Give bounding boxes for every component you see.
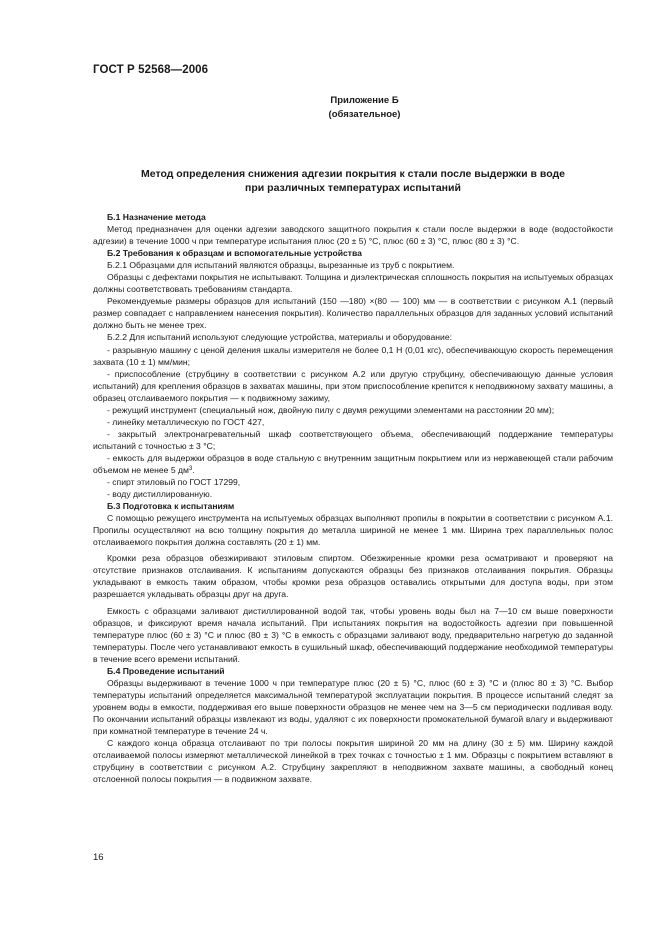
document-title [93,167,613,195]
paragraph: Кромки реза образцов обезжиривают этиловым спиртом. Обезжиренные кромки реза осматривают и проверяют на отсутствие признаков отслаивания. К испытаниям допускаются образцы без признаков отслаивания покрытия. Образцы укладывают в емкость таким образом, чтобы кромки реза образцов оставались открытыми для доступа воды, при этом разрешается укладывать образцы друг на друга. [93,553,613,600]
paragraph: Б.2.2 Для испытаний используют следующие устройства, материалы и оборудование: [107,332,452,343]
appendix-block [0,94,661,122]
title-line-1: Метод определения снижения адгезии покрытия к стали после выдержки в воде [141,168,565,180]
list-item: - линейку металлическую по ГОСТ 427, [107,416,265,427]
standard-header: ГОСТ Р 52568—2006 [93,64,209,76]
section-heading-b2: Б.2 Требования к образцам и вспомогательные устройства [107,248,362,259]
list-item [93,452,613,476]
list-item: - закрытый электронагревательный шкаф соответствующего объема, обеспечивающий поддержание температуры испытаний с точностью ± 3 °С; [93,428,613,451]
list-item: - приспособление (струбцину в соответствии с рисунком А.2 или другую струбцину, обеспечивающую данные условия испытаний) для крепления образцов в захватах машины, при этом приспособление крепится к неподвижному захвату машины, а образец отслаиваемого покрытия — к подвижному зажиму, [93,368,613,403]
paragraph: С помощью режущего инструмента на испытуемых образцах выполняют пропилы в покрытии в соответствии с рисунком А.1. Пропилы осуществляют на всю толщину покрытия до металла шириной не менее 1 мм. Ширина трех параллельных полос отслаиваемого покрытия должна составлять (20 ± 1) мм. [93,513,613,548]
paragraph: Метод предназначен для оценки адгезии заводского защитного покрытия к стали после выдержки в воде (водостойкости адгезии) в течение 1000 ч при температуре испытания плюс (20 ± 5) °С, плюс (60 ± 3) °С, плюс (80 ± 3) °С. [93,224,613,247]
list-item-text: - емкость для выдержки образцов в воде стальную с внутренним защитным покрытием или из нержавеющей стали рабочим объемом не менее 5 дм [93,452,613,475]
section-heading-b1: Б.1 Назначение метода [107,212,206,222]
list-item: - спирт этиловый по ГОСТ 17299, [107,477,241,488]
list-item: - воду дистиллированную. [107,489,213,500]
paragraph: Образцы с дефектами покрытия не испытывают. Толщина и диэлектрическая сплошность покрытия на испытуемых образцах должны соответствовать требованиям стандарта. [93,272,613,295]
title-line-2: при различных температурах испытаний [245,182,461,194]
document-body [93,211,613,785]
list-item: - разрывную машину с ценой деления шкалы измерителя не более 0,1 Н (0,01 кгс), обеспечивающую скорость перемещения захвата (10 ± 1) мм/мин; [93,344,613,367]
appendix-label: Приложение Б [330,95,399,106]
superscript: 3 [188,465,193,472]
list-item: - режущий инструмент (специальный нож, двойную пилу с двумя режущими элементами на расстоянии 20 мм); [107,404,555,415]
paragraph: Б.2.1 Образцами для испытаний являются образцы, вырезанные из труб с покрытием. [107,260,455,271]
paragraph: Рекомендуемые размеры образцов для испытаний (150 —180) ×(80 — 100) мм — в соответствии с рисунком А.1 (первый размер совпадает с направлением нанесения покрытия). Количество параллельных образцов для заданных условий испытаний должно быть не менее трех. [93,296,613,331]
page-number: 16 [93,852,104,863]
list-item-end: . [192,464,195,475]
paragraph: Образцы выдерживают в течение 1000 ч при температуре плюс (20 ± 5) °С, плюс (60 ± 3) °С и (плюс 80 ± 3) °С. Выбор температуры испытаний определяется максимальной температурой эксплуатации покрытия. В процессе испытаний следят за уровнем воды в емкости, поддерживая его выше поверхности образцов не менее чем на 3—5 см периодически подливая воду. По окончании испытаний образцы извлекают из воды, удаляют с их поверхности промокательной бумагой влагу и выдерживают при комнатной температуре в течение 24 ч. [93,677,613,736]
section-heading-b4: Б.4 Проведение испытаний [107,665,225,676]
paragraph: С каждого конца образца отслаивают по три полосы покрытия шириной 20 мм на длину (30 ± 5) мм. Ширину каждой отслаиваемой полосы измеряют металлической линейкой в трех точках с точностью ± 1 мм. Образцы с покрытием вставляют в струбцину в соответствии с рисунком А.2. Струбцину закрепляют в неподвижном захвате машины, а свободный конец отслоенной полосы покрытия — в подвижном захвате. [93,738,613,785]
section-heading-b3: Б.3 Подготовка к испытаниям [107,501,235,512]
paragraph: Емкость с образцами заливают дистиллированной водой так, чтобы уровень воды был на 7—10 см выше поверхности образцов, и фиксируют время начала испытаний. При испытаниях покрытия на водостойкость адгезии при повышенной температуре плюс (60 ± 3) °С и плюс (80 ± 3) °С в емкость с образцами заливают воду, предварительно нагретую до заданной температуры. После чего устанавливают емкость в сушильный шкаф, обеспечивающий поддержание необходимой температуры в течение всего времени испытаний. [93,605,613,664]
appendix-status: (обязательное) [328,109,401,120]
